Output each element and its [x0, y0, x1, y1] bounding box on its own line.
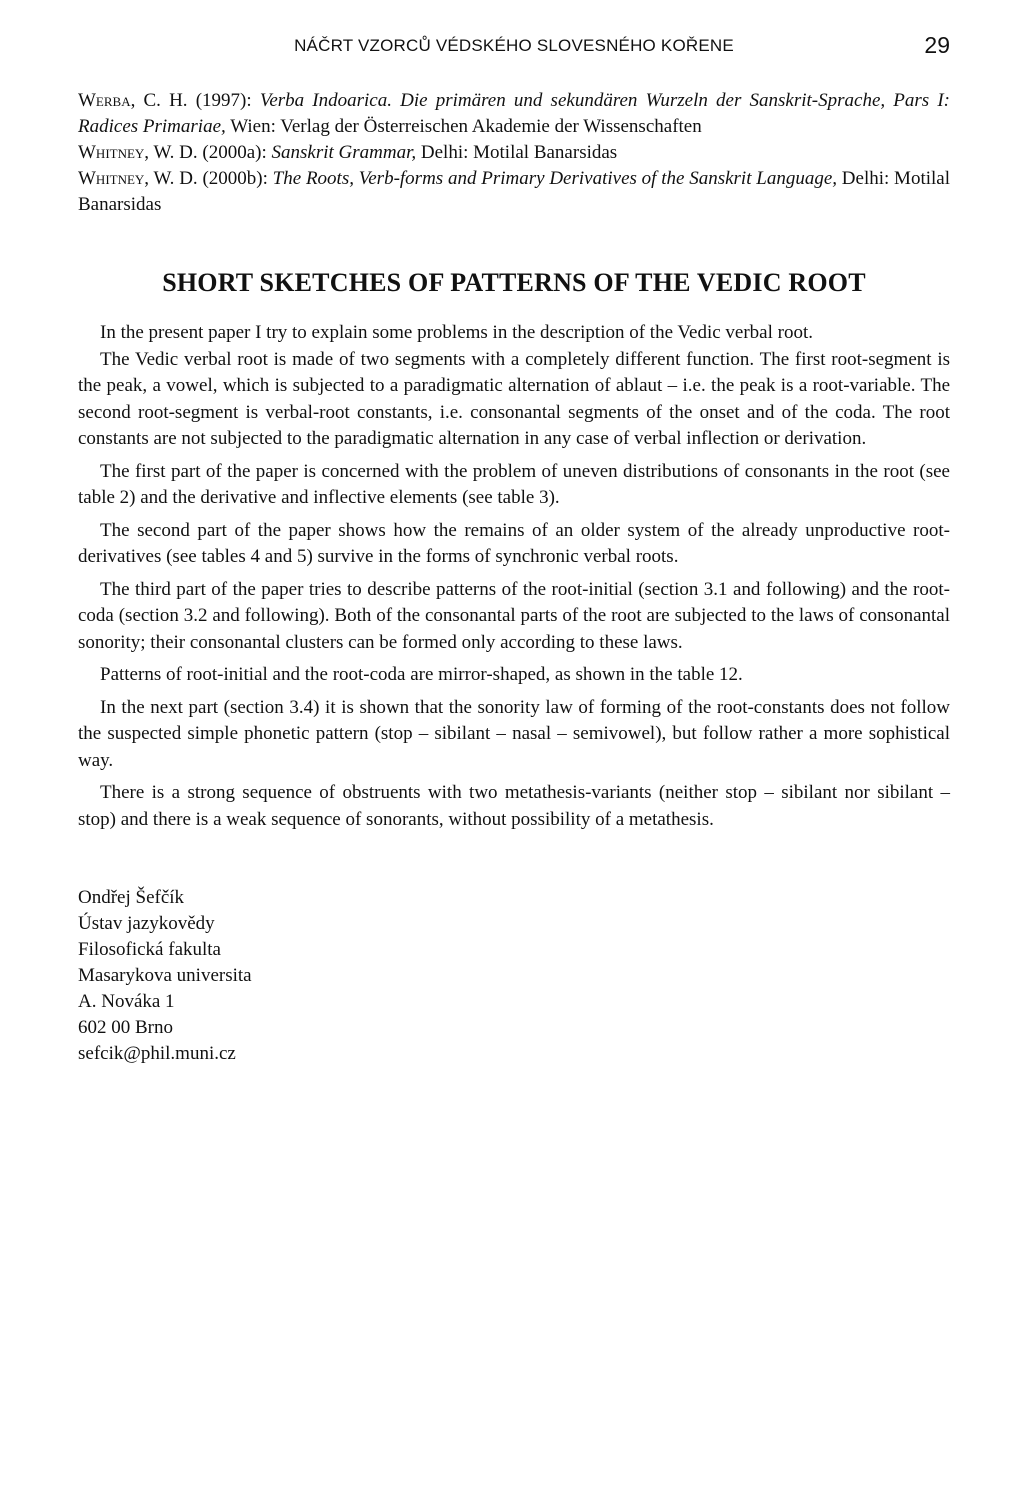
- summary-paragraph: The second part of the paper shows how the remains of an older system of the already unproductive root-derivatives (see tables 4 and 5) survive in the forms of synchronic verbal roots.: [78, 519, 950, 567]
- bibliography-entry: [78, 166, 950, 218]
- institute: Ústav jazykovědy: [78, 913, 215, 934]
- bib-year: (1997):: [195, 90, 252, 111]
- city: 602 00 Brno: [78, 1017, 173, 1038]
- bib-year: (2000a):: [202, 142, 267, 163]
- street: A. Nováka 1: [78, 991, 175, 1012]
- summary-paragraph: Patterns of root-initial and the root-coda are mirror-shaped, as shown in the table 12.: [100, 664, 743, 685]
- bibliography: [78, 88, 950, 218]
- university: Masarykova universita: [78, 965, 252, 986]
- bib-year: (2000b):: [202, 168, 268, 189]
- page: [78, 30, 950, 1067]
- summary-heading: SHORT SKETCHES OF PATTERNS OF THE VEDIC ROOT: [162, 268, 866, 297]
- summary-paragraph: There is a strong sequence of obstruents with two metathesis-variants (neither stop – sibilant nor sibilant – stop) and there is a weak sequence of sonorants, without possibility of a metathesis.: [78, 782, 950, 830]
- bib-author: Werba, C. H.: [78, 90, 188, 111]
- bibliography-entry: [78, 140, 950, 166]
- bib-title: The Roots, Verb-forms and Primary Derivatives of the Sanskrit Language,: [272, 168, 838, 189]
- summary-body: [78, 320, 950, 833]
- bib-title: Verba Indoarica. Die primären und sekundären Wurzeln der Sanskrit-Sprache, Pars I: Radices Primariae,: [78, 90, 950, 137]
- bib-publisher: Delhi: Motilal Banarsidas: [420, 142, 618, 163]
- summary-paragraph: The first part of the paper is concerned with the problem of uneven distributions of consonants in the root (see table 2) and the derivative and inflective elements (see table 3).: [78, 460, 950, 508]
- bib-title: Sanskrit Grammar,: [271, 142, 417, 163]
- bib-publisher: Delhi: Motilal Banarsidas: [78, 168, 951, 215]
- bib-publisher: Wien: Verlag der Österreischen Akademie der Wissenschaften: [230, 116, 702, 137]
- summary-paragraph: The Vedic verbal root is made of two segments with a completely different function. The first root-segment is the peak, a vowel, which is subjected to a paradigmatic alternation of ablaut – i.e. the peak is a root-variable. The second root-segment is verbal-root constants, i.e. consonantal segments of the onset and of the coda. The root constants are not subjected to the paradigmatic alternation in any case of verbal inflection or derivation.: [78, 348, 950, 449]
- faculty: Filosofická fakulta: [78, 939, 221, 960]
- author-name: Ondřej Šefčík: [78, 887, 185, 908]
- page-number: 29: [924, 32, 950, 58]
- summary-paragraph: In the next part (section 3.4) it is shown that the sonority law of forming of the root-constants does not follow the suspected simple phonetic pattern (stop – sibilant – nasal – semivowel), but follow rather a more sophistical way.: [78, 696, 950, 771]
- summary-paragraph: The third part of the paper tries to describe patterns of the root-initial (section 3.1 and following) and the root-coda (section 3.2 and following). Both of the consonantal parts of the root are subjected to the laws of consonantal sonority; their consonantal clusters can be formed only according to these laws.: [78, 578, 950, 653]
- bib-author: Whitney, W. D.: [78, 168, 198, 189]
- running-head: [78, 30, 950, 70]
- bibliography-entry: [78, 88, 950, 140]
- bib-author: Whitney, W. D.: [78, 142, 198, 163]
- author-address: [78, 885, 950, 1067]
- running-title: NÁČRT VZORCŮ VÉDSKÉHO SLOVESNÉHO KOŘENE: [294, 36, 734, 55]
- summary-paragraph: In the present paper I try to explain some problems in the description of the Vedic verbal root.: [100, 322, 814, 343]
- email: sefcik@phil.muni.cz: [78, 1043, 236, 1064]
